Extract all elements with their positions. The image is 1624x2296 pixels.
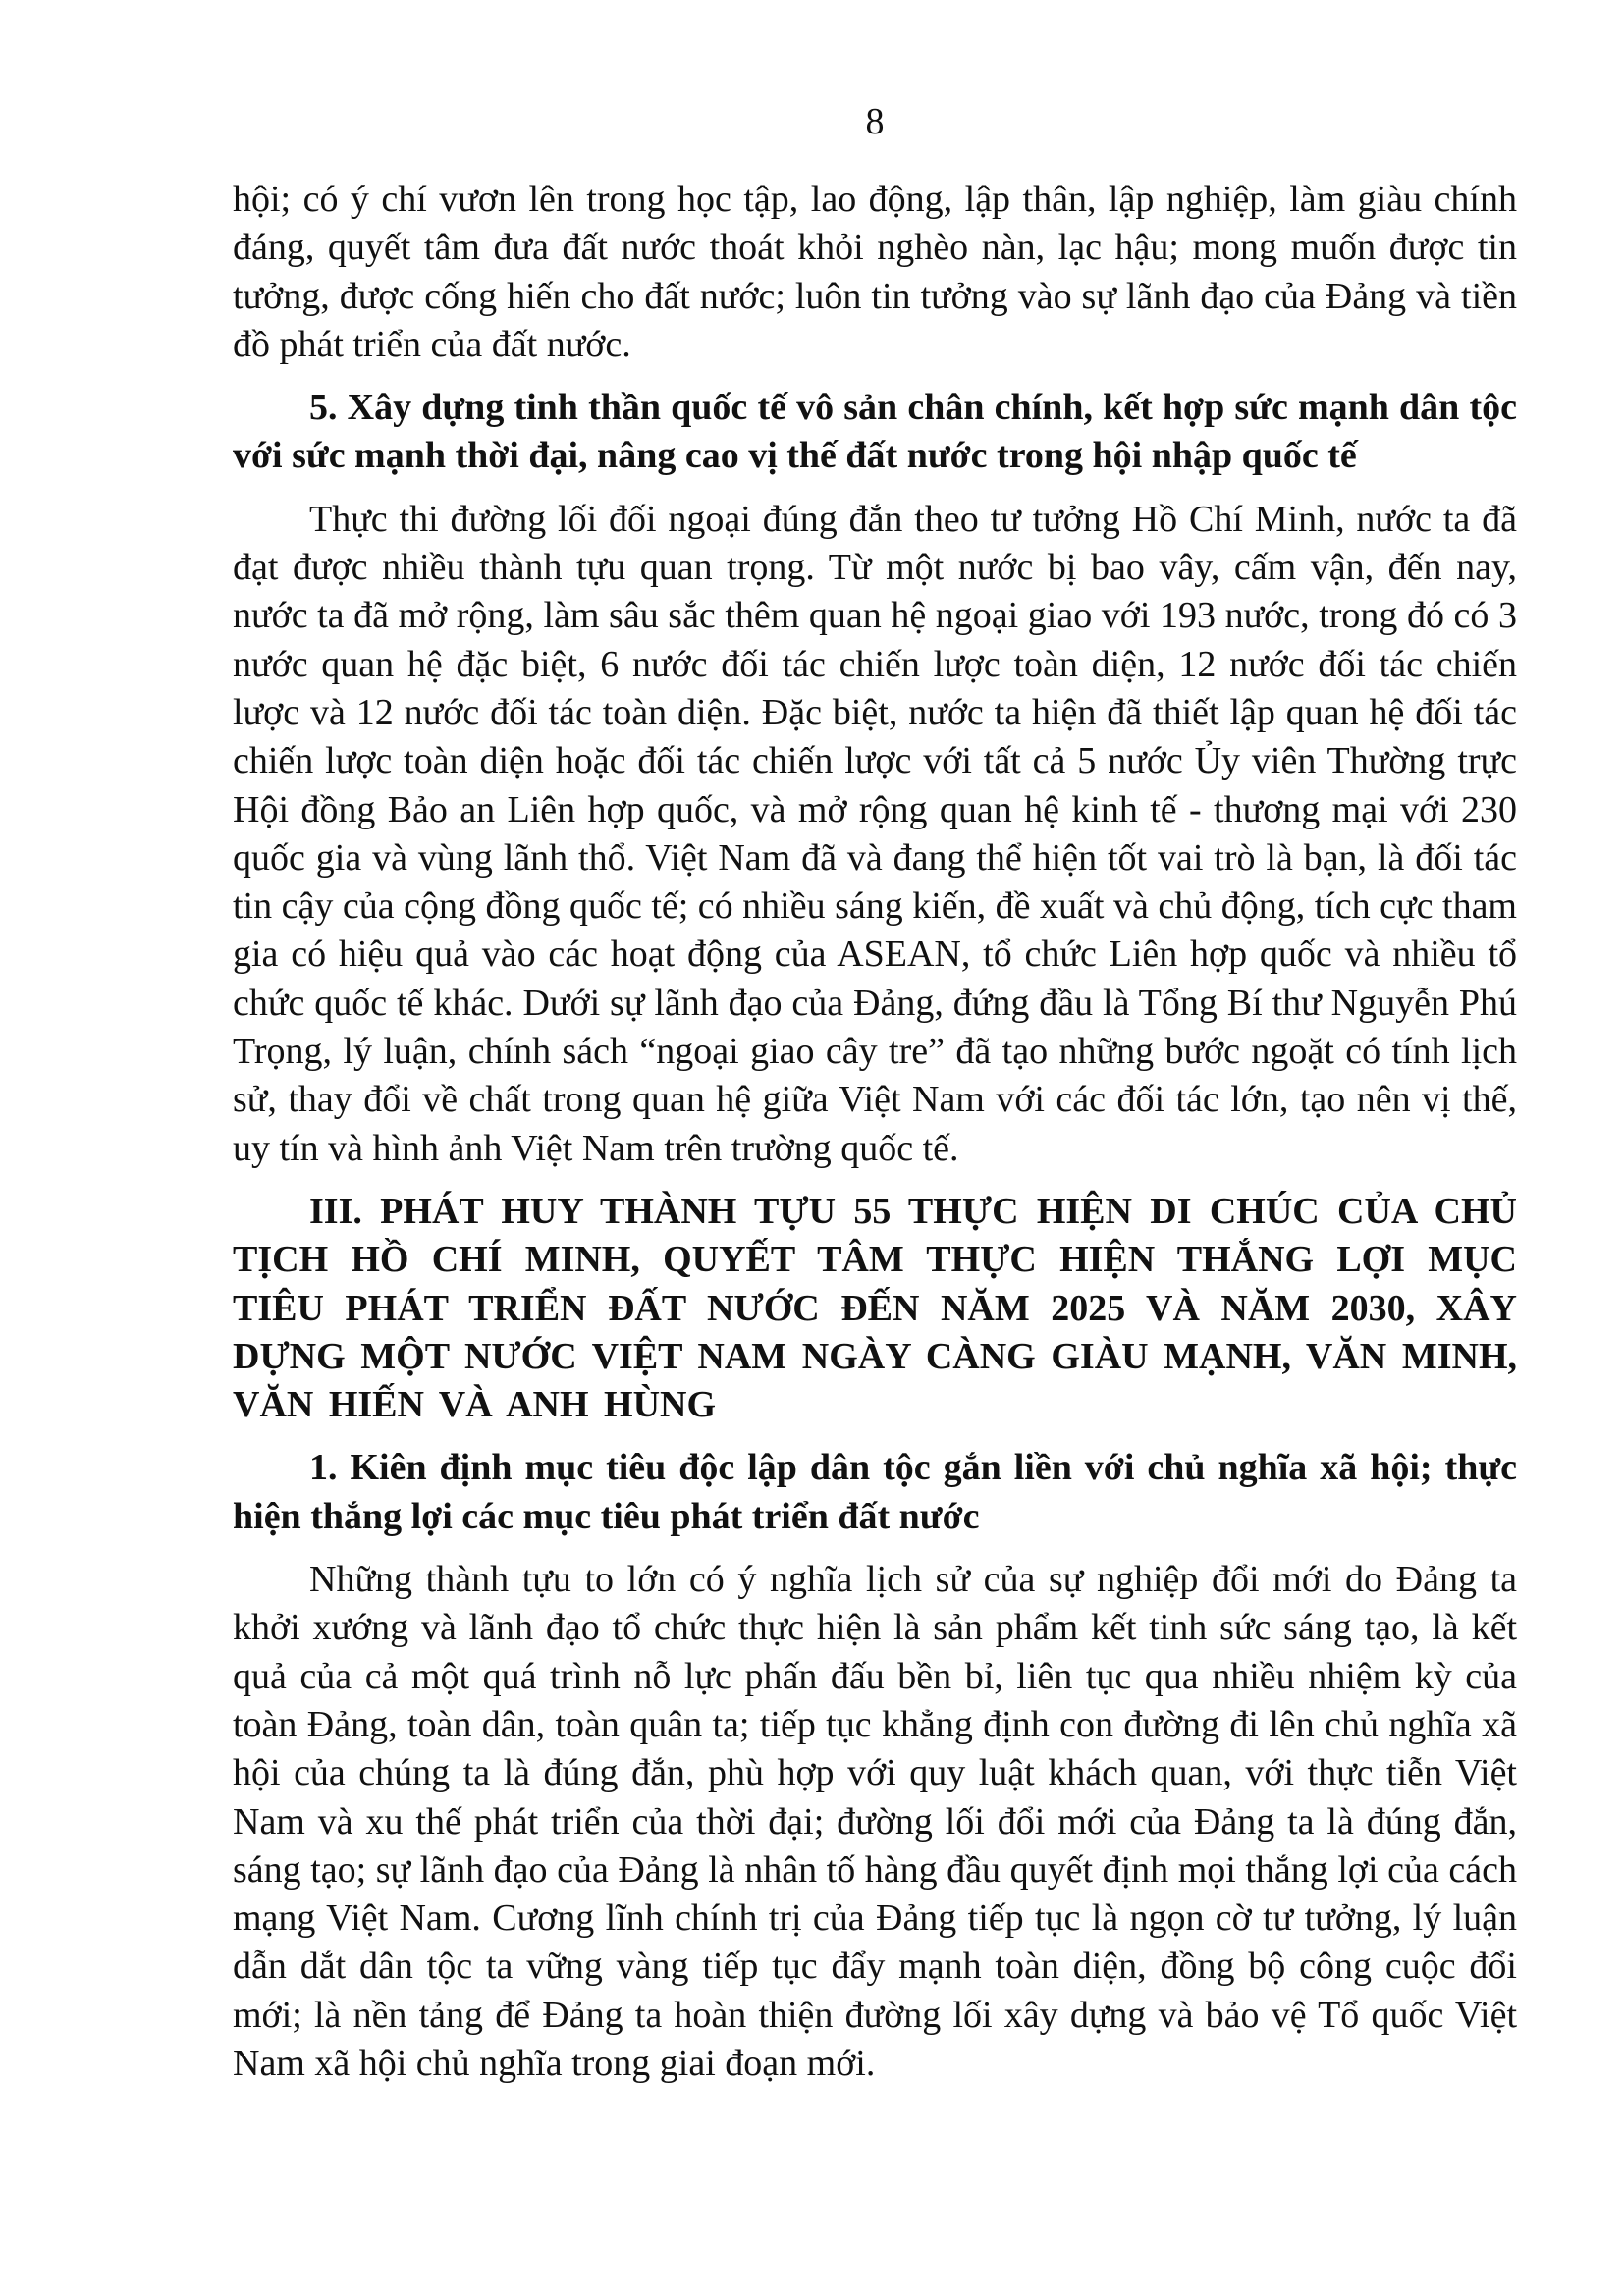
section-heading-iii: III. PHÁT HUY THÀNH TỰU 55 THỰC HIỆN DI CHÚC CỦA CHỦ TỊCH HỒ CHÍ MINH, QUYẾT TÂM THỰC HIỆN THẮNG LỢI MỤC TIÊU PHÁT TRIỂN ĐẤT NƯỚC ĐẾN NĂM 2025 VÀ NĂM 2030, XÂY DỰNG MỘT NƯỚC VIỆT NAM NGÀY CÀNG GIÀU MẠNH, VĂN MINH, VĂN HIẾN VÀ ANH HÙNG [233,1190,1517,1426]
paragraph-foreign-policy: Thực thi đường lối đối ngoại đúng đắn theo tư tưởng Hồ Chí Minh, nước ta đã đạt được nhiều thành tựu quan trọng. Từ một nước bị bao vây, cấm vận, đến nay, nước ta đã mở rộng, làm sâu sắc thêm quan hệ ngoại giao với 193 nước, trong đó có 3 nước quan hệ đặc biệt, 6 nước đối tác chiến lược toàn diện, 12 nước đối tác chiến lược và 12 nước đối tác toàn diện. Đặc biệt, nước ta hiện đã thiết lập quan hệ đối tác chiến lược toàn diện hoặc đối tác chiến lược với tất cả 5 nước Ủy viên Thường trực Hội đồng Bảo an Liên hợp quốc, và mở rộng quan hệ kinh tế - thương mại với 230 quốc gia và vùng lãnh thổ. Việt Nam đã và đang thể hiện tốt vai trò là bạn, là đối tác tin cậy của cộng đồng quốc tế; có nhiều sáng kiến, đề xuất và chủ động, tích cực tham gia có hiệu quả vào các hoạt động của ASEAN, tổ chức Liên hợp quốc và nhiều tổ chức quốc tế khác. Dưới sự lãnh đạo của Đảng, đứng đầu là Tổng Bí thư Nguyễn Phú Trọng, lý luận, chính sách “ngoại giao cây tre” đã tạo những bước ngoặt có tính lịch sử, thay đổi về chất trong quan hệ giữa Việt Nam với các đối tác lớn, tạo nên vị thế, uy tín và hình ảnh Việt Nam trên trường quốc tế. [233,498,1517,1169]
page-number: 8 [865,101,885,142]
document-page [233,93,1517,2103]
paragraph-continuation: hội; có ý chí vươn lên trong học tập, lao động, lập thân, lập nghiệp, làm giàu chính đáng, quyết tâm đưa đất nước thoát khỏi nghèo nàn, lạc hậu; mong muốn được tin tưởng, được cống hiến cho đất nước; luôn tin tưởng vào sự lãnh đạo của Đảng và tiền đồ phát triển của đất nước. [233,179,1517,365]
paragraph-achievements: Những thành tựu to lớn có ý nghĩa lịch sử của sự nghiệp đổi mới do Đảng ta khởi xướng và lãnh đạo tổ chức thực hiện là sản phẩm kết tinh sức sáng tạo, là kết quả của cả một quá trình nỗ lực phấn đấu bền bỉ, liên tục qua nhiều nhiệm kỳ của toàn Đảng, toàn dân, toàn quân ta; tiếp tục khẳng định con đường đi lên chủ nghĩa xã hội của chúng ta là đúng đắn, phù hợp với quy luật khách quan, với thực tiễn Việt Nam và xu thế phát triển của thời đại; đường lối đổi mới của Đảng ta là đúng đắn, sáng tạo; sự lãnh đạo của Đảng là nhân tố hàng đầu quyết định mọi thắng lợi của cách mạng Việt Nam. Cương lĩnh chính trị của Đảng tiếp tục là ngọn cờ tư tưởng, lý luận dẫn dắt dân tộc ta vững vàng tiếp tục đẩy mạnh toàn diện, đồng bộ công cuộc đổi mới; là nền tảng để Đảng ta hoàn thiện đường lối xây dựng và bảo vệ Tổ quốc Việt Nam xã hội chủ nghĩa trong giai đoạn mới. [233,1559,1517,2084]
heading-section-5: 5. Xây dựng tinh thần quốc tế vô sản chân chính, kết hợp sức mạnh dân tộc với sức mạnh thời đại, nâng cao vị thế đất nước trong hội nhập quốc tế [233,387,1517,477]
heading-subsection-1: 1. Kiên định mục tiêu độc lập dân tộc gắn liền với chủ nghĩa xã hội; thực hiện thắng lợi các mục tiêu phát triển đất nước [233,1447,1517,1537]
